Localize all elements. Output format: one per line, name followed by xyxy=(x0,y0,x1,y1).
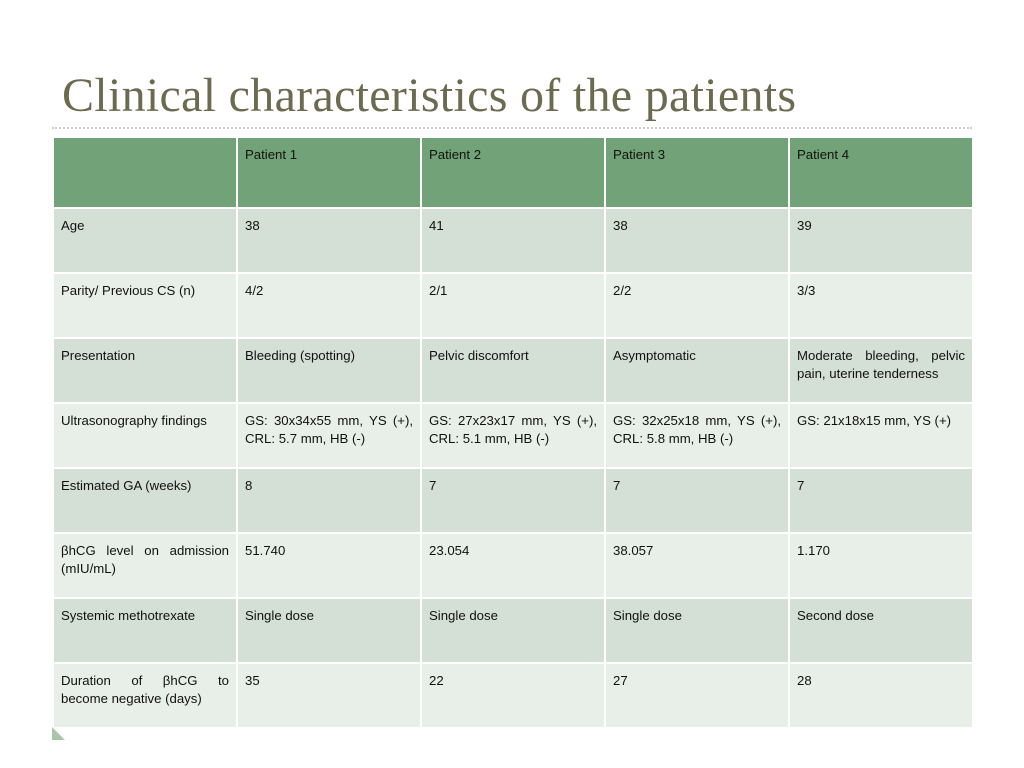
slide-title: Clinical characteristics of the patients xyxy=(62,69,797,122)
table-cell: 1.170 xyxy=(789,533,973,598)
row-label: Ultrasonography findings xyxy=(53,403,237,468)
header-patient-4: Patient 4 xyxy=(789,137,973,208)
table-cell: Bleeding (spotting) xyxy=(237,338,421,403)
table-cell: Single dose xyxy=(605,598,789,663)
table-cell: Second dose xyxy=(789,598,973,663)
table-cell: 28 xyxy=(789,663,973,728)
table-row xyxy=(53,273,973,338)
table-cell: Asymptomatic xyxy=(605,338,789,403)
header-corner-cell xyxy=(53,137,237,208)
row-label: Duration of βhCG to become negative (days) xyxy=(53,663,237,728)
table-cell: 7 xyxy=(421,468,605,533)
table-cell: GS: 30x34x55 mm, YS (+), CRL: 5.7 mm, HB (-) xyxy=(237,403,421,468)
table-cell: 41 xyxy=(421,208,605,273)
table-row xyxy=(53,338,973,403)
table-cell: 7 xyxy=(605,468,789,533)
header-patient-3: Patient 3 xyxy=(605,137,789,208)
title-divider xyxy=(52,127,972,129)
row-label: Parity/ Previous CS (n) xyxy=(53,273,237,338)
table-cell: Pelvic discomfort xyxy=(421,338,605,403)
table-header-row xyxy=(53,137,973,208)
table-cell: 35 xyxy=(237,663,421,728)
header-patient-1: Patient 1 xyxy=(237,137,421,208)
table-cell: 22 xyxy=(421,663,605,728)
slide-corner-triangle xyxy=(52,727,65,740)
table-cell: 4/2 xyxy=(237,273,421,338)
table-cell: 23.054 xyxy=(421,533,605,598)
table-cell: 3/3 xyxy=(789,273,973,338)
table-cell: 39 xyxy=(789,208,973,273)
table-cell: 38 xyxy=(237,208,421,273)
table-cell: 8 xyxy=(237,468,421,533)
row-label: βhCG level on admission (mIU/mL) xyxy=(53,533,237,598)
table-cell: 27 xyxy=(605,663,789,728)
row-label: Age xyxy=(53,208,237,273)
table-cell: GS: 32x25x18 mm, YS (+), CRL: 5.8 mm, HB (-) xyxy=(605,403,789,468)
table-cell: 51.740 xyxy=(237,533,421,598)
row-label: Presentation xyxy=(53,338,237,403)
table-row xyxy=(53,468,973,533)
table-cell: 38 xyxy=(605,208,789,273)
table-row xyxy=(53,403,973,468)
header-patient-2: Patient 2 xyxy=(421,137,605,208)
table-cell: 38.057 xyxy=(605,533,789,598)
table-cell: 2/1 xyxy=(421,273,605,338)
table-cell: 2/2 xyxy=(605,273,789,338)
table-row xyxy=(53,598,973,663)
table-cell: Single dose xyxy=(237,598,421,663)
table-cell: GS: 21x18x15 mm, YS (+) xyxy=(789,403,973,468)
table-cell: GS: 27x23x17 mm, YS (+), CRL: 5.1 mm, HB (-) xyxy=(421,403,605,468)
table-cell: Single dose xyxy=(421,598,605,663)
patients-table-container xyxy=(52,136,972,729)
table-row xyxy=(53,208,973,273)
table-cell: Moderate bleeding, pelvic pain, uterine tenderness xyxy=(789,338,973,403)
table-row xyxy=(53,663,973,728)
row-label: Estimated GA (weeks) xyxy=(53,468,237,533)
row-label: Systemic methotrexate xyxy=(53,598,237,663)
table-cell: 7 xyxy=(789,468,973,533)
patients-table xyxy=(52,136,974,729)
table-row xyxy=(53,533,973,598)
